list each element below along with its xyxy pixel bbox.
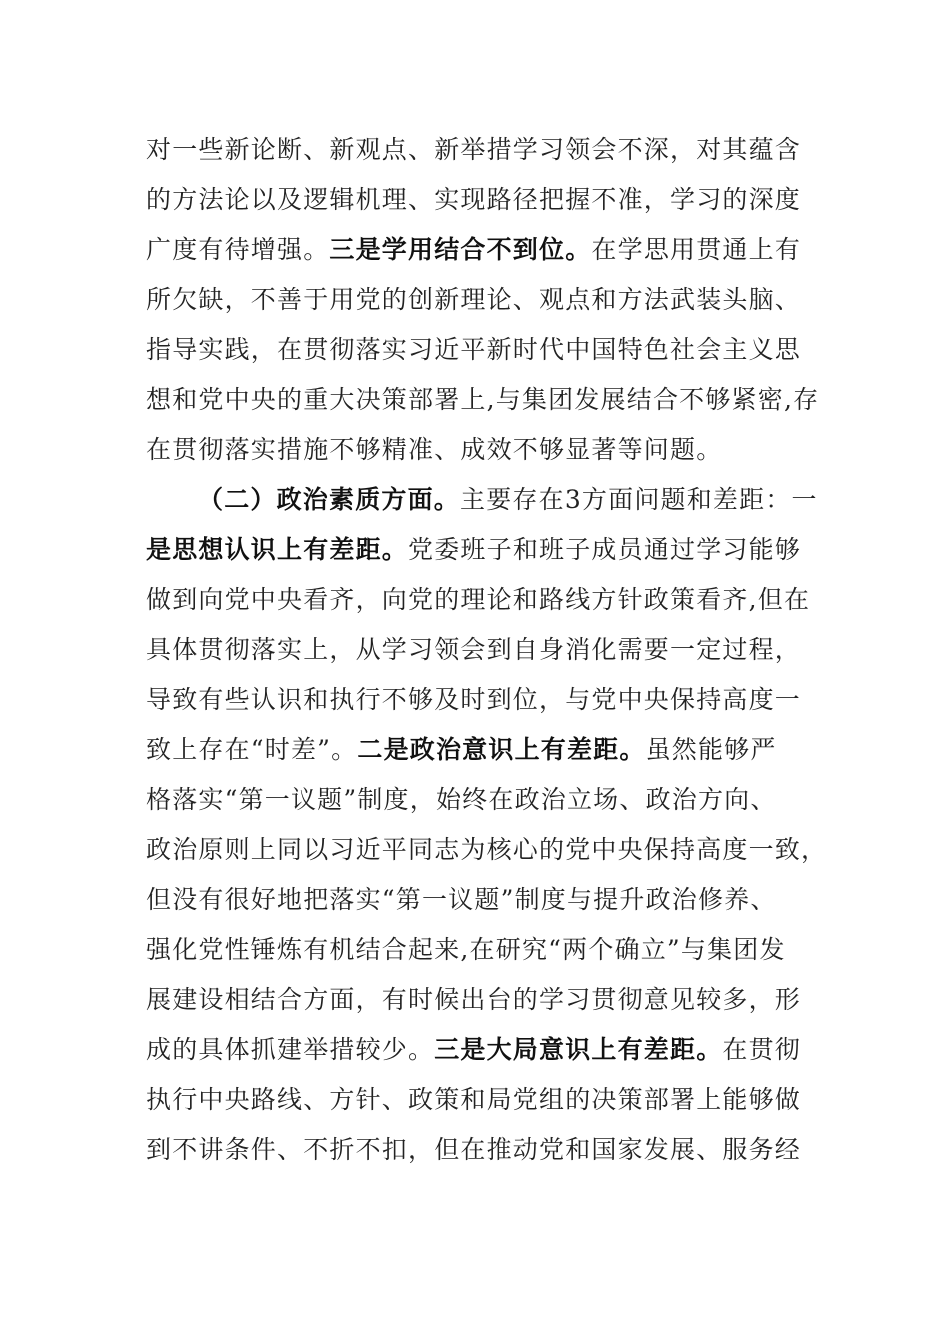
text-run: 广度有待增强。 (146, 235, 330, 264)
text-run: 在贯彻落实措施不够精准、成效不够显著等问题。 (146, 435, 723, 464)
text-run: 的方法论以及逻辑机理、实现路径把握不准，学习的深度 (146, 185, 802, 214)
bold-heading-run: 三是学用结合不到位。 (329, 235, 592, 264)
text-line-20 (146, 1075, 806, 1125)
bold-heading-run: 是思想认识上有差距。 (146, 535, 409, 564)
text-line-15 (146, 825, 828, 875)
text-run: 导致有些认识和执行不够及时到位，与党中央保持高度一 (146, 685, 802, 714)
text-line-17 (146, 925, 806, 975)
text-run: 格落实“第一议题”制度，始终在政治立场、政治方向、 (146, 785, 777, 814)
text-run: 致上存在“时差”。 (146, 735, 358, 764)
text-line-1 (146, 125, 806, 175)
document-body (146, 125, 828, 1175)
text-run: 展建设相结合方面，有时候出台的学习贯彻意见较多，形 (146, 985, 802, 1014)
text-line-2 (146, 175, 806, 225)
text-line-8 (146, 475, 818, 525)
text-run: 到不讲条件、不折不扣，但在推动党和国家发展、服务经 (146, 1135, 802, 1164)
text-run: 具体贯彻落实上，从学习领会到自身消化需要一定过程， (146, 635, 802, 664)
text-run: 所欠缺，不善于用党的创新理论、观点和方法武装头脑、 (146, 285, 802, 314)
bold-heading-run: 二是政治意识上有差距。 (357, 735, 646, 764)
text-run: 想和党中央的重大决策部署上,与集团发展结合不够紧密,存 (146, 385, 820, 414)
text-run: 成的具体抓建举措较少。 (146, 1035, 435, 1064)
text-run: 强化党性锤炼有机结合起来,在研究“两个确立”与集团发 (146, 935, 786, 964)
text-line-19 (146, 1025, 806, 1075)
bold-heading-run: 三是大局意识上有差距。 (434, 1035, 723, 1064)
text-line-5 (146, 325, 806, 375)
text-run: 党委班子和班子成员通过学习能够 (408, 535, 802, 564)
text-run: 政治原则上同以习近平同志为核心的党中央保持高度一致， (146, 835, 828, 864)
text-line-9 (146, 525, 806, 575)
text-line-11 (146, 625, 806, 675)
text-line-13 (146, 725, 806, 775)
text-line-18 (146, 975, 806, 1025)
text-run: 在贯彻 (722, 1035, 802, 1064)
text-run: 指导实践，在贯彻落实习近平新时代中国特色社会主义思 (146, 335, 802, 364)
text-line-14 (146, 775, 806, 825)
text-line-6 (146, 375, 820, 425)
text-run: 但没有很好地把落实“第一议题”制度与提升政治修养、 (146, 885, 777, 914)
text-run: 做到向党中央看齐，向党的理论和路线方针政策看齐,但在 (146, 585, 811, 614)
text-run: 虽然能够严 (645, 735, 777, 764)
text-line-16 (146, 875, 806, 925)
text-run: 执行中央路线、方针、政策和局党组的决策部署上能够做 (146, 1085, 802, 1114)
text-run: 在学思用贯通上有 (591, 235, 802, 264)
text-line-10 (146, 575, 811, 625)
text-run: 对一些新论断、新观点、新举措学习领会不深，对其蕴含 (146, 135, 802, 164)
text-line-7 (146, 425, 806, 475)
section-heading: （二）政治素质方面。 (198, 485, 461, 514)
text-line-21 (146, 1125, 806, 1175)
text-line-12 (146, 675, 806, 725)
text-line-3 (146, 225, 806, 275)
text-run: 主要存在3方面问题和差距：一 (460, 485, 818, 514)
text-line-4 (146, 275, 806, 325)
